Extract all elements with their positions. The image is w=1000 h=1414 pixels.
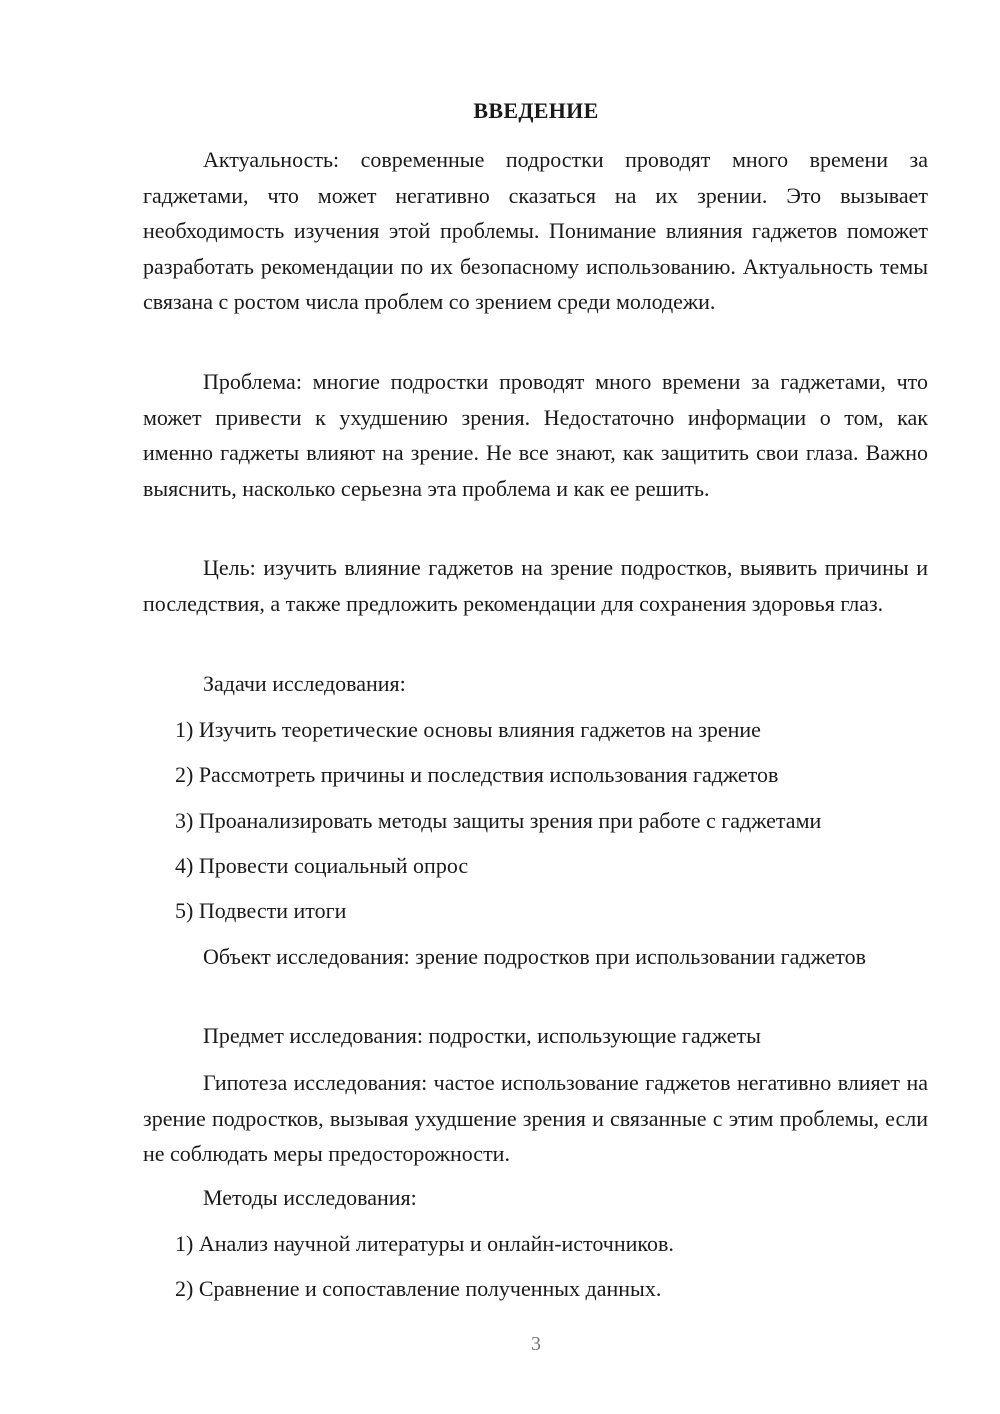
page-number: 3 bbox=[531, 1333, 541, 1355]
goal-paragraph: Цель: изучить влияние гаджетов на зрение подростков, выявить причины и последствия, а также предложить рекомендации для сохранения здоровья глаз. bbox=[143, 555, 928, 616]
hypothesis-paragraph: Гипотеза исследования: частое использование гаджетов негативно влияет на зрение подростков, вызывая ухудшение зрения и связанные с этим проблемы, если не соблюдать меры предосторожности. bbox=[143, 1070, 928, 1166]
relevance-paragraph: Актуальность: современные подростки проводят много времени за гаджетами, что может негативно сказаться на их зрении. Это вызывает необходимость изучения этой проблемы. Понимание влияния гаджетов поможет разработать рекомендации по их безопасному использованию. Актуальность темы связана с ростом числа проблем со зрением среди молодежи. bbox=[143, 147, 928, 314]
task-item: 2) Рассмотреть причины и последствия использования гаджетов bbox=[175, 762, 779, 787]
task-item: 4) Провести социальный опрос bbox=[175, 853, 469, 878]
object-paragraph: Объект исследования: зрение подростков при использовании гаджетов bbox=[203, 944, 866, 969]
problem-paragraph: Проблема: многие подростки проводят много времени за гаджетами, что может привести к ухудшению зрения. Недостаточно информации о том, как именно гаджеты влияют на зрение. Не все знают, как защитить свои глаза. Важно выяснить, насколько серьезна эта проблема и как ее решить. bbox=[143, 369, 928, 501]
method-item: 2) Сравнение и сопоставление полученных данных. bbox=[175, 1276, 662, 1301]
subject-paragraph: Предмет исследования: подростки, использующие гаджеты bbox=[203, 1023, 761, 1048]
method-item: 1) Анализ научной литературы и онлайн-источников. bbox=[175, 1231, 674, 1256]
page-title: ВВЕДЕНИЕ bbox=[473, 98, 599, 123]
methods-heading: Методы исследования: bbox=[203, 1185, 417, 1210]
task-item: 5) Подвести итоги bbox=[175, 898, 347, 923]
tasks-heading: Задачи исследования: bbox=[203, 671, 406, 696]
task-item: 3) Проанализировать методы защиты зрения при работе с гаджетами bbox=[175, 808, 822, 833]
task-item: 1) Изучить теоретические основы влияния гаджетов на зрение bbox=[175, 717, 761, 742]
